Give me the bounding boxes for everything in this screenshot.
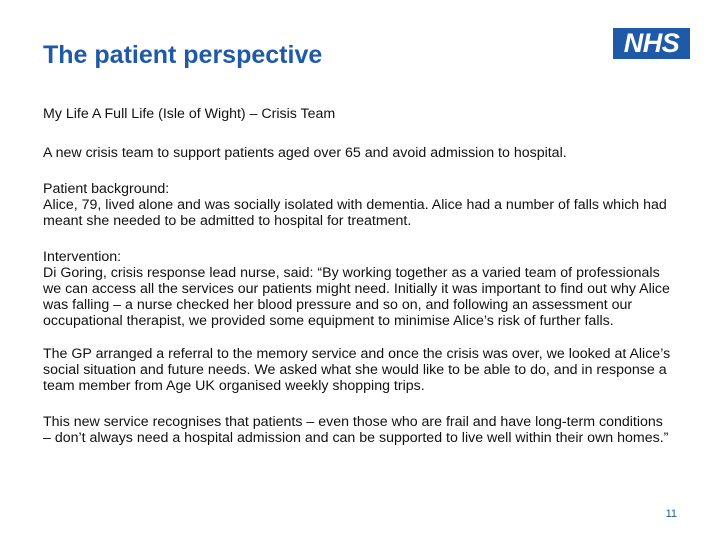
page-number: 11: [665, 508, 677, 520]
slide-title: The patient perspective: [43, 41, 323, 69]
case-study-subtitle: My Life A Full Life (Isle of Wight) – Crisis Team: [43, 106, 336, 122]
background-text: Alice, 79, lived alone and was socially isolated with dementia. Alice had a number of falls which had meant she needed to be admitted to hospital for treatment.: [43, 197, 667, 229]
background-paragraph: [43, 181, 673, 229]
background-heading-colon: :: [165, 181, 170, 197]
closing-paragraph: This new service recognises that patients – even those who are frail and have long-term conditions – don’t always need a hospital admission and can be supported to live well within their own homes.”: [43, 414, 669, 446]
background-heading: Patient background: [43, 181, 166, 197]
intervention-heading-colon: :: [117, 249, 122, 265]
intervention-heading: Intervention: [43, 249, 118, 265]
intervention-text: Di Goring, crisis response lead nurse, said: “By working together as a varied team of professionals we can access all the services our patients might need. Initially it was important to find out why Alice was falling – a nurse checked her blood pressure and so on, and following an assessment our occupational therapist, we provided some equipment to minimise Alice’s risk of further falls.: [43, 265, 670, 329]
gp-paragraph: The GP arranged a referral to the memory service and once the crisis was over, we looked at Alice’s social situation and future needs. We asked what she would like to be able to do, and in response a team member from Age UK organised weekly shopping trips.: [43, 346, 671, 394]
slide-content: [43, 106, 673, 466]
intervention-paragraph: [43, 249, 673, 329]
intro-paragraph: A new crisis team to support patients aged over 65 and avoid admission to hospital.: [43, 145, 567, 161]
nhs-logo: NHS: [613, 28, 690, 59]
